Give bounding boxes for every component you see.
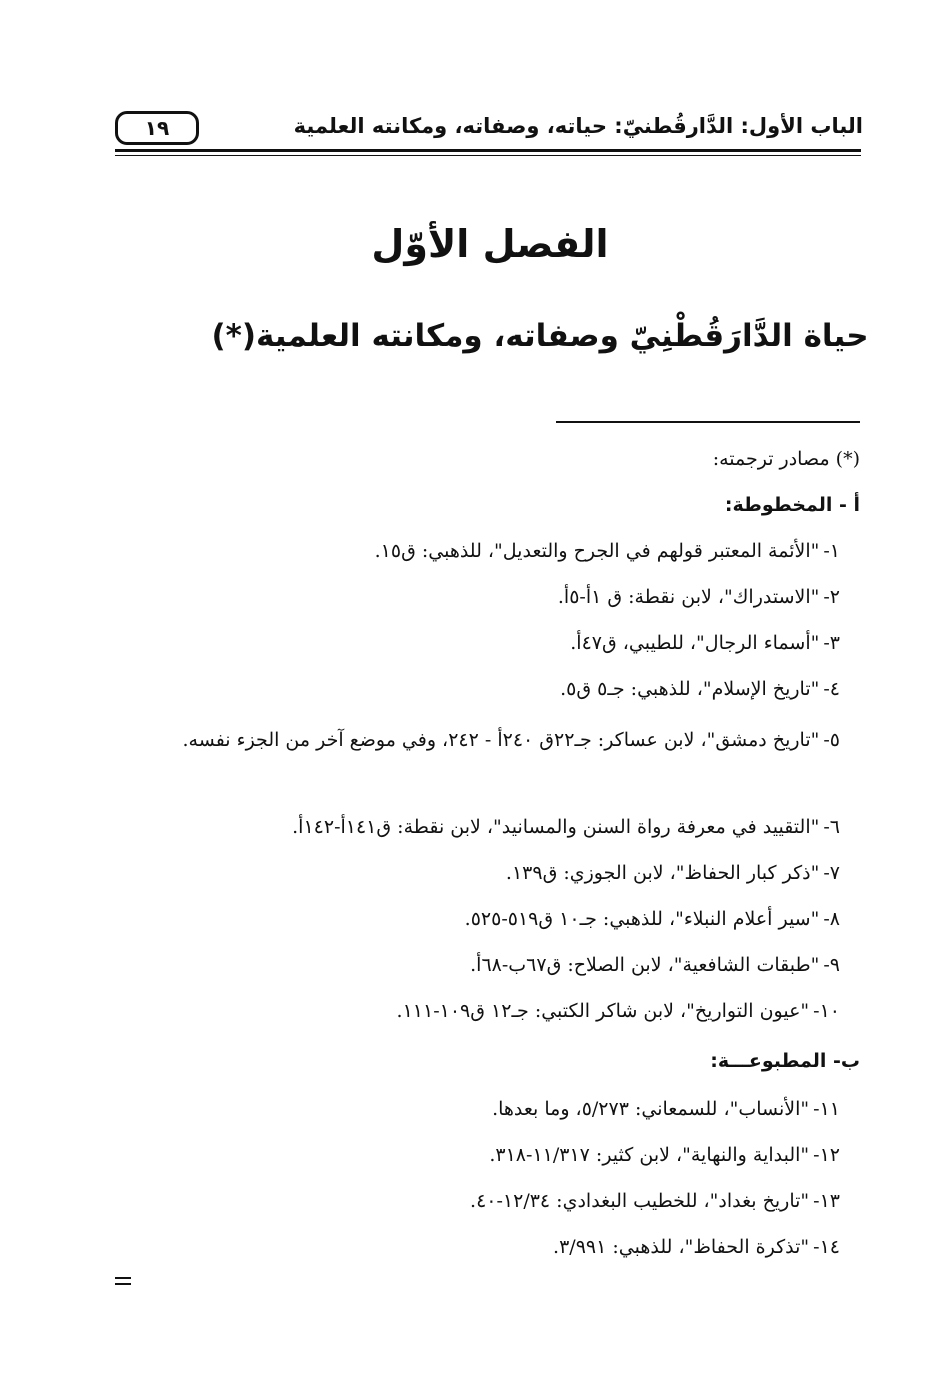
- source-entry: ٥-"تاريخ دمشق"، لابن عساكر: جـ٢٢ق ٢٤٠أ - ٢٤٢، وفي موضع آخر من الجزء نفسه.: [182, 729, 840, 751]
- source-entry: ٤-"تاريخ الإسلام"، للذهبي: جـ٥ ق٥.: [560, 678, 840, 700]
- page-header: [115, 108, 863, 148]
- printed-heading: ب- المطبوعـــة:: [710, 1050, 860, 1072]
- running-title: الباب الأول: الدَّارقُطنيّ: حياته، وصفاته، ومكانته العلمية: [293, 114, 863, 138]
- source-entry: ٦-"التقييد في معرفة رواة السنن والمسانيد"، لابن نقطة: ق١٤١أ-١٤٢أ.: [292, 816, 840, 838]
- source-entry: ٧-"ذكر كبار الحفاظ"، لابن الجوزي: ق١٣٩.: [505, 862, 840, 884]
- source-entry: ٣-"أسماء الرجال"، للطيبي، ق٤٧أ.: [570, 632, 840, 654]
- source-entry: ٢-"الاستدراك"، لابن نقطة: ق ١أ-٥أ.: [557, 586, 840, 608]
- continuation-mark: [115, 1277, 131, 1289]
- source-entry: ١٠-"عيون التواريخ"، لابن شاكر الكتبي: جـ١٢ ق١٠٩-١١١.: [396, 1000, 840, 1022]
- footnote-heading: (*) مصادر ترجمته:: [712, 448, 860, 470]
- header-rule-thin: [115, 155, 861, 156]
- source-entry: ١٣-"تاريخ بغداد"، للخطيب البغدادي: ١٢/٣٤-٤٠.: [470, 1190, 840, 1212]
- chapter-subtitle: حياة الدَّارَقُطْنِيّ وصفاته، ومكانته العلمية(*): [211, 318, 869, 354]
- source-entry: ١٢-"البداية والنهاية"، لابن كثير: ١١/٣١٧-٣١٨.: [489, 1144, 840, 1166]
- header-rule: [115, 149, 861, 152]
- source-entry: ٨-"سير أعلام النبلاء"، للذهبي: جـ١٠ ق٥١٩-٥٢٥.: [464, 908, 840, 930]
- source-entry: ١٤-"تذكرة الحفاظ"، للذهبي: ٣/٩٩١.: [553, 1236, 840, 1258]
- manuscripts-heading: أ - المخطوطة:: [724, 494, 860, 516]
- source-entry: ١-"الأئمة المعتبر قولهم في الجرح والتعديل"، للذهبي: ق١٥.: [374, 540, 840, 562]
- source-entry: ١١-"الأنساب"، للسمعاني: ٥/٢٧٣، وما بعدها.: [492, 1098, 840, 1120]
- footnote-separator: [556, 421, 860, 423]
- source-entry: ٩-"طبقات الشافعية"، لابن الصلاح: ق٦٧ب-٦٨أ.: [470, 954, 840, 976]
- page-number: ١٩: [115, 111, 199, 145]
- chapter-title: الفصل الأوّل: [371, 222, 609, 266]
